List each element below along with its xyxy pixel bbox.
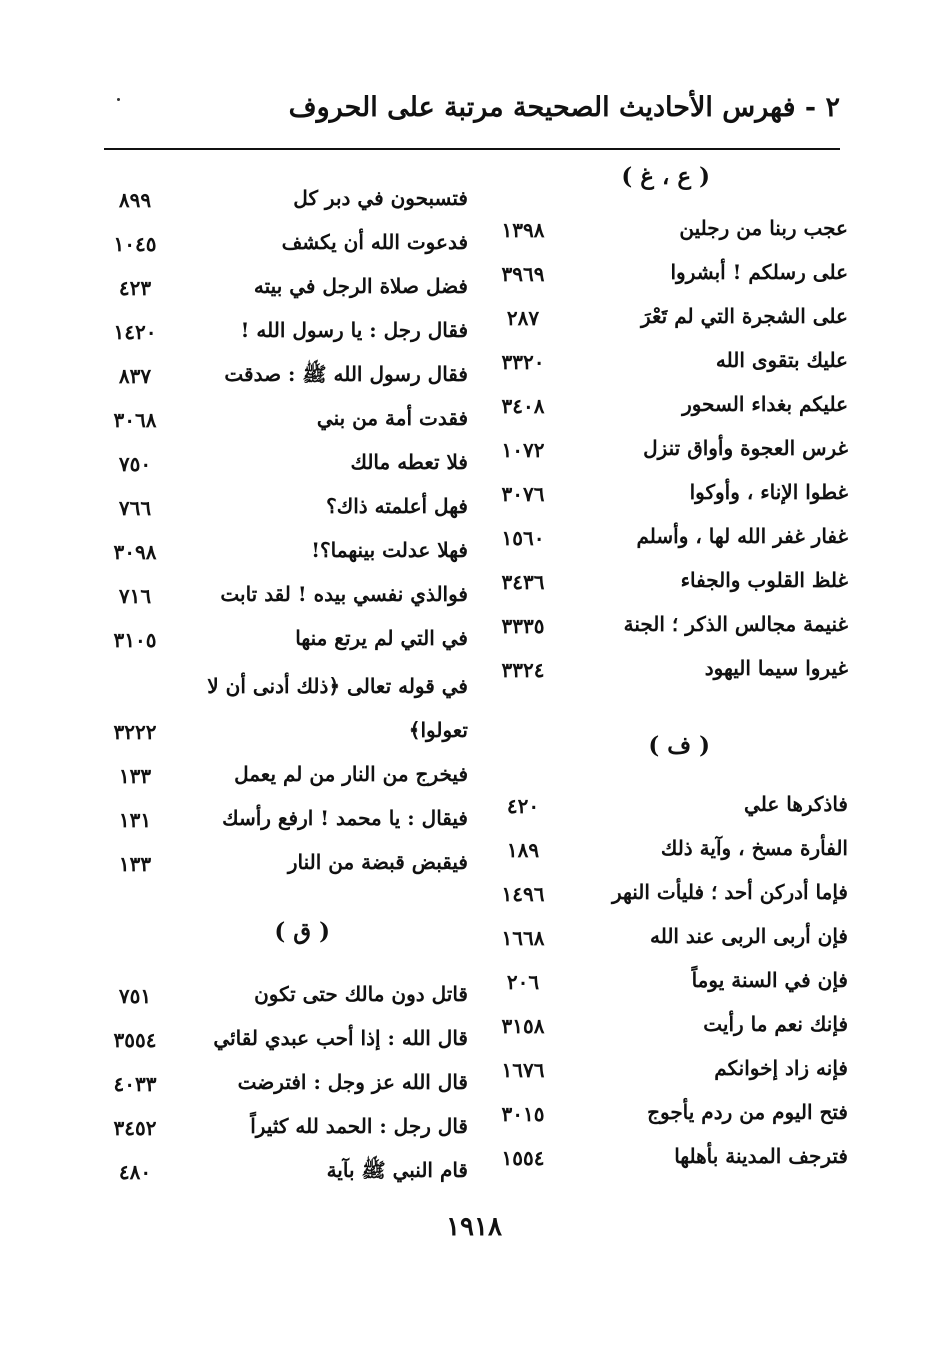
hadith-number: ٣٣٢٠ xyxy=(501,350,545,374)
index-entry xyxy=(490,792,870,832)
hadith-text: فقدت أمة من بني xyxy=(316,406,468,430)
hadith-number: ٨٣٧ xyxy=(118,364,152,388)
hadith-number: ٢٠٦ xyxy=(506,970,540,994)
hadith-number: ٣٠٧٦ xyxy=(501,482,545,506)
hadith-number: ٧١٦ xyxy=(118,584,152,608)
section-heading-fa: ( ف ) xyxy=(648,732,710,759)
page-header-title: ٢ - فهرس الأحاديث الصحيحة مرتبة على الحروف xyxy=(288,92,840,123)
hadith-number: ٣٢٢٢ xyxy=(113,720,157,744)
hadith-text: في قوله تعالى ﴿ذلك أدنى أن لا xyxy=(207,674,468,698)
index-entry xyxy=(490,216,870,256)
hadith-text: فيخرج من النار من لم يعمل xyxy=(234,762,468,786)
left-column xyxy=(100,0,480,1359)
hadith-number: ١٣١ xyxy=(118,808,152,832)
hadith-number: ٣٠٩٨ xyxy=(113,540,157,564)
hadith-text: عليك بتقوى الله xyxy=(715,348,848,372)
hadith-number: ٣٠١٥ xyxy=(501,1102,545,1126)
index-entry xyxy=(490,1144,870,1184)
hadith-text: قاتل دون مالك حتى تكون xyxy=(254,982,468,1006)
index-entry xyxy=(100,1114,480,1154)
hadith-number: ٧٥٠ xyxy=(118,452,152,476)
section-heading-ain-ghain: ( ع ، غ ) xyxy=(621,163,710,190)
index-entry xyxy=(490,612,870,652)
hadith-number: ٣٣٢٤ xyxy=(501,658,545,682)
index-entry xyxy=(490,436,870,476)
hadith-text: فقال رسول الله ﷺ : صدقت xyxy=(224,362,468,386)
hadith-text: غطوا الإناء ، وأوكوا xyxy=(689,480,848,504)
right-column xyxy=(490,0,870,1359)
index-entry xyxy=(100,1026,480,1066)
hadith-number: ١٥٦٠ xyxy=(501,526,545,550)
hadith-text: غرس العجوة وأواق تنزل xyxy=(643,436,848,460)
index-entry xyxy=(100,450,480,490)
index-entry xyxy=(490,260,870,300)
index-entry xyxy=(490,1012,870,1052)
index-entry xyxy=(100,850,480,890)
index-entry xyxy=(100,626,480,666)
index-entry xyxy=(100,230,480,270)
hadith-number: ٣١٠٥ xyxy=(113,628,157,652)
index-entry xyxy=(100,494,480,534)
hadith-text: فقال رجل : يا رسول الله ! xyxy=(240,318,468,342)
hadith-text: في التي لم يرتع منها xyxy=(295,626,468,650)
index-entry xyxy=(490,836,870,876)
hadith-text: عجب ربنا من رجلين xyxy=(679,216,848,240)
hadith-number: ١٦٦٨ xyxy=(501,926,545,950)
hadith-number: ٣٣٣٥ xyxy=(501,614,545,638)
section-heading-qaf: ( ق ) xyxy=(274,918,330,945)
hadith-number: ٤٨٠ xyxy=(118,1160,152,1184)
hadith-text: غفار غفر الله لها ، وأسلم xyxy=(636,524,848,548)
hadith-number: ٧٦٦ xyxy=(118,496,152,520)
hadith-number: ١٦٧٦ xyxy=(501,1058,545,1082)
hadith-number: ١٨٩ xyxy=(506,838,540,862)
hadith-number: ٣٤٣٦ xyxy=(501,570,545,594)
hadith-number: ٤٢٣ xyxy=(118,276,152,300)
hadith-text: فيقال : يا محمد ! ارفع رأسك xyxy=(222,806,468,830)
index-entry xyxy=(100,318,480,358)
hadith-number: ١٠٤٥ xyxy=(113,232,157,256)
hadith-text: الفأرة مسخ ، وآية ذلك xyxy=(660,836,848,860)
hadith-number: ٤٢٠ xyxy=(506,794,540,818)
index-entry xyxy=(490,1100,870,1140)
hadith-text: على الشجرة التي لم تَعْرَ xyxy=(640,304,848,328)
index-entry xyxy=(490,924,870,964)
hadith-text: غيروا سيما اليهود xyxy=(704,656,848,680)
hadith-text: فضل صلاة الرجل في بيته xyxy=(253,274,468,298)
index-entry xyxy=(490,968,870,1008)
index-entry xyxy=(100,538,480,578)
hadith-number: ٣٤٥٢ xyxy=(113,1116,157,1140)
hadith-text: فإنك نعم ما رأيت xyxy=(703,1012,848,1036)
hadith-text: فإن أربى الربى عند الله xyxy=(649,924,848,948)
hadith-text: فاذكرها علي xyxy=(744,792,848,816)
hadith-text: تعولوا﴾ xyxy=(408,718,468,742)
hadith-number: ٧٥١ xyxy=(118,984,152,1008)
hadith-text: عليكم بغداء السحور xyxy=(682,392,848,416)
hadith-number: ٨٩٩ xyxy=(118,188,152,212)
hadith-text: فإما أدركن أحد ؛ فليأت النهر xyxy=(612,880,848,904)
hadith-number: ١٥٥٤ xyxy=(501,1146,545,1170)
hadith-number: ٣٩٦٩ xyxy=(501,262,545,286)
hadith-text: على رسلكم ! أبشروا xyxy=(670,260,848,284)
hadith-number: ١٠٧٢ xyxy=(501,438,545,462)
index-entry xyxy=(100,274,480,314)
hadith-text: فيقبض قبضة من النار xyxy=(287,850,468,874)
hadith-text: قال الله : إذا أحب عبدي لقائي xyxy=(213,1026,468,1050)
index-entry xyxy=(100,582,480,622)
index-entry xyxy=(100,362,480,402)
hadith-text: فتح اليوم من ردم يأجوج xyxy=(647,1100,848,1124)
hadith-text: قال الله عز وجل : افترضت xyxy=(237,1070,468,1094)
hadith-text: غنيمة مجالس الذكر ؛ الجنة xyxy=(623,612,848,636)
index-entry xyxy=(100,718,480,758)
index-entry xyxy=(100,982,480,1022)
index-entry xyxy=(490,1056,870,1096)
hadith-number: ١٣٣ xyxy=(118,764,152,788)
hadith-number: ٣٤٠٨ xyxy=(501,394,545,418)
hadith-text: فلا تعطه مالك xyxy=(350,450,468,474)
index-entry xyxy=(490,392,870,432)
index-entry xyxy=(100,406,480,446)
hadith-number: ١٤٩٦ xyxy=(501,882,545,906)
index-entry xyxy=(100,762,480,802)
index-entry xyxy=(490,480,870,520)
hadith-number: ٣٠٦٨ xyxy=(113,408,157,432)
hadith-text: فإنه زاد إخوانكم xyxy=(714,1056,848,1080)
hadith-number: ١٣٩٨ xyxy=(501,218,545,242)
index-entry xyxy=(100,1070,480,1110)
hadith-text: فإن في السنة يوماً xyxy=(691,968,848,992)
hadith-number: ٤٠٣٣ xyxy=(113,1072,157,1096)
index-entry xyxy=(100,1158,480,1198)
hadith-text: فهلا عدلت بينهما؟! xyxy=(311,538,468,562)
hadith-text: قام النبي ﷺ بآية xyxy=(326,1158,468,1182)
hadith-number: ٢٨٧ xyxy=(506,306,540,330)
hadith-text: فوالذي نفسي بيده ! لقد تابت xyxy=(220,582,468,606)
index-entry xyxy=(490,880,870,920)
index-entry xyxy=(100,806,480,846)
hadith-text: فتسبحون في دبر كل xyxy=(293,186,468,210)
index-entry xyxy=(490,568,870,608)
hadith-number: ١٤٢٠ xyxy=(113,320,157,344)
index-entry xyxy=(100,674,480,714)
index-entry xyxy=(490,348,870,388)
hadith-text: قال رجل : الحمد لله كثيراً xyxy=(250,1114,468,1138)
hadith-number: ٣١٥٨ xyxy=(501,1014,545,1038)
index-entry xyxy=(490,656,870,696)
hadith-text: غلظ القلوب والجفاء xyxy=(680,568,848,592)
hadith-number: ٣٥٥٤ xyxy=(113,1028,157,1052)
index-entry xyxy=(490,524,870,564)
hadith-text: فهل أعلمته ذاك؟ xyxy=(326,494,468,518)
hadith-text: فدعوت الله أن يكشف xyxy=(281,230,468,254)
hadith-text: فترجف المدينة بأهلها xyxy=(674,1144,848,1168)
index-entry xyxy=(490,304,870,344)
hadith-number: ١٣٣ xyxy=(118,852,152,876)
page-number: ١٩١٨ xyxy=(446,1212,502,1242)
index-entry xyxy=(100,186,480,226)
